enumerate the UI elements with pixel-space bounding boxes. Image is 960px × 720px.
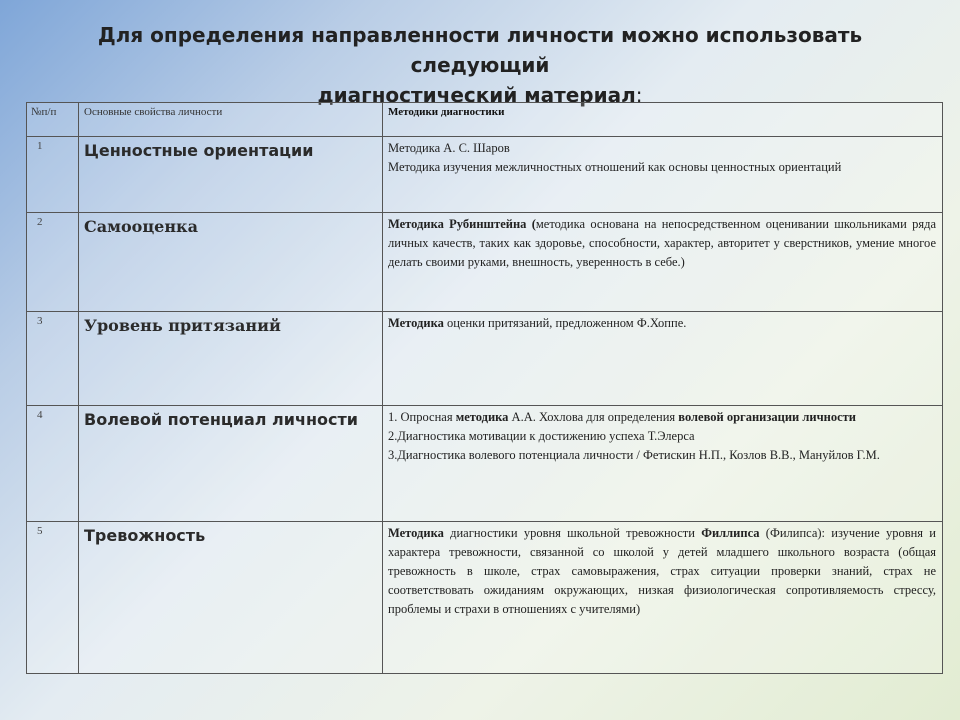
row-property-cell — [79, 522, 383, 674]
header-property-cell — [79, 103, 383, 137]
row-num-cell — [27, 213, 79, 312]
method-bold: Филлипса — [701, 526, 760, 540]
row-property-cell — [79, 137, 383, 213]
row-property-cell — [79, 406, 383, 522]
row-property: Волевой потенциал личности — [84, 410, 358, 429]
method-text: (Филипса): изучение уровня и характера тревожности, связанной со школой у детей младшего школьного возраста (общая тревожность в школе, страх самовыражения, страх ситуации проверки знаний, страх не соответствовать ожиданиям окружающих, низкая физиологическая сопротивляемость стрессу, проблемы и страхи в отношениях с учителями) — [388, 526, 936, 616]
method-line: Методика изучения межличностных отношений как основы ценностных ориентаций — [388, 160, 842, 174]
row-property: Тревожность — [84, 526, 206, 545]
method-text: оценки притязаний, предложенном Ф.Хоппе. — [443, 316, 687, 330]
row-num-cell — [27, 312, 79, 406]
method-text: диагностики уровня школьной тревожности — [443, 526, 702, 540]
row-methods — [383, 312, 942, 333]
method-line: 3.Диагностика волевого потенциала личности / Фетискин Н.П., Козлов В.В., Мануйлов Г.М. — [388, 448, 880, 462]
row-methods-cell — [383, 137, 943, 213]
method-bold: Методика — [388, 526, 444, 540]
method-line — [388, 408, 936, 427]
method-bold: волевой организации личности — [678, 410, 856, 424]
header-num-cell — [27, 103, 79, 137]
row-methods — [383, 406, 942, 465]
table-row — [27, 213, 943, 312]
table-row — [27, 312, 943, 406]
method-bold: Методика — [388, 316, 444, 330]
row-property-cell — [79, 312, 383, 406]
header-methods-cell — [383, 103, 943, 137]
row-methods — [383, 522, 942, 619]
row-property-cell — [79, 213, 383, 312]
row-property: Уровень притязаний — [84, 316, 281, 335]
row-num-cell — [27, 522, 79, 674]
method-text: 1. Опросная — [388, 410, 456, 424]
row-methods-cell — [383, 312, 943, 406]
row-num: 3 — [37, 315, 43, 327]
row-num-cell — [27, 406, 79, 522]
header-property: Основные свойства личности — [84, 106, 223, 118]
title-line-1: Для определения направленности личности можно использовать следующий — [97, 23, 863, 77]
table-row — [27, 522, 943, 674]
method-line: Методика А. С. Шаров — [388, 141, 510, 155]
method-text: методика основана на непосредственном оценивании школьниками ряда личных качеств, таких как здоровье, способности, характер, авторитет у сверстников, умение многое делать своими руками, внешность, уверенность в себе.) — [388, 217, 936, 269]
header-methods: Методики диагностики — [388, 106, 505, 118]
row-num-cell — [27, 137, 79, 213]
page-title — [40, 20, 920, 110]
method-line: 2.Диагностика мотивации к достижению успеха Т.Элерса — [388, 429, 695, 443]
row-property: Самооценка — [84, 217, 198, 236]
row-methods-cell — [383, 522, 943, 674]
method-text: А.А. Хохлова для определения — [508, 410, 679, 424]
row-property: Ценностные ориентации — [84, 141, 314, 160]
method-bold: Методика Рубинштейна ( — [388, 217, 536, 231]
row-num: 4 — [37, 409, 43, 421]
row-methods — [383, 137, 942, 177]
row-methods — [383, 213, 942, 272]
diagnostics-table — [26, 102, 943, 674]
method-bold: методика — [455, 410, 509, 424]
table-header-row — [27, 103, 943, 137]
table-row — [27, 137, 943, 213]
title-colon: : — [635, 83, 643, 107]
row-methods-cell — [383, 406, 943, 522]
table-row — [27, 406, 943, 522]
header-num: №п/п — [31, 106, 57, 118]
row-methods-cell — [383, 213, 943, 312]
row-num: 1 — [37, 140, 43, 152]
row-num: 2 — [37, 216, 43, 228]
title-line-2-text: диагностический материал — [317, 83, 636, 107]
row-num: 5 — [37, 525, 43, 537]
